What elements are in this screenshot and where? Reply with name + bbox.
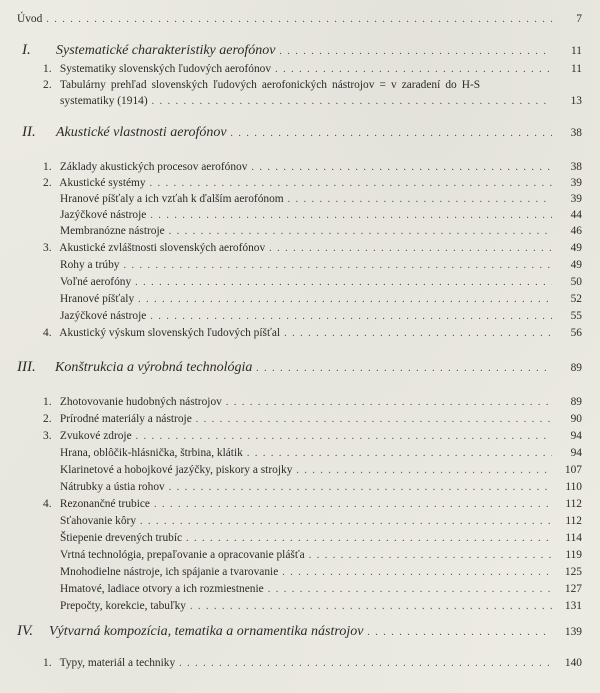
entry-title: Zhotovovanie hudobných nástrojov (59, 396, 222, 408)
page-number: 127 (564, 583, 582, 595)
entry-number: 1. (43, 161, 52, 173)
leader-dots (136, 429, 552, 444)
entry-title: Sťahovanie kôry (60, 515, 137, 527)
entry-number: 4. (43, 498, 52, 510)
page-number: 56 (570, 327, 582, 339)
entry-title: Zvukové zdroje (59, 430, 132, 442)
toc-entry[interactable] (43, 395, 582, 410)
leader-dots (282, 565, 552, 580)
toc-subentry[interactable] (60, 548, 582, 563)
chapter-title: Konštrukcia a výrobná technológia (55, 360, 253, 375)
leader-dots (268, 582, 552, 597)
leader-dots (288, 192, 552, 207)
leader-dots (150, 176, 552, 191)
entry-title: Rohy a trúby (60, 259, 120, 271)
entry-title: Jazýčkové nástroje (60, 310, 147, 322)
entry-title: Prírodné materiály a nástroje (59, 413, 192, 425)
entry-title: Úvod (17, 13, 43, 25)
page-number: 7 (576, 13, 582, 25)
toc-subentry[interactable] (60, 463, 582, 478)
entry-title: Vrtná technológia, prepaľovanie a opracovanie plášťa (60, 549, 305, 561)
page-number: 94 (570, 447, 582, 459)
entry-title: Voľné aerofóny (60, 276, 132, 288)
page-number: 39 (570, 177, 582, 189)
leader-dots (196, 412, 552, 427)
toc-entry-continuation[interactable] (60, 94, 582, 109)
entry-number: 3. (43, 430, 52, 442)
leader-dots (150, 309, 552, 324)
entry-title: Základy akustických procesov aerofónov (59, 161, 248, 173)
toc-subentry[interactable] (60, 192, 582, 207)
page-number: 38 (570, 161, 582, 173)
page-number: 89 (570, 396, 582, 408)
toc-entry[interactable] (43, 412, 582, 427)
page-number: 39 (570, 193, 582, 205)
page-number: 44 (570, 209, 582, 221)
chapter-numeral: III. (17, 359, 36, 375)
toc-chapter-4[interactable] (17, 624, 582, 640)
toc-subentry[interactable] (60, 582, 582, 597)
toc-subentry[interactable] (60, 309, 582, 324)
entry-number: 3. (43, 242, 52, 254)
leader-dots (179, 656, 552, 671)
page-number: 140 (564, 657, 582, 669)
page-number: 52 (570, 293, 582, 305)
entry-title: Klarinetové a hobojkové jazýčky, piskory a strojky (60, 464, 293, 476)
entry-number: 1. (43, 396, 52, 408)
page-number: 114 (565, 532, 582, 544)
toc-entry[interactable] (43, 326, 582, 341)
toc-subentry[interactable] (60, 446, 582, 461)
toc-entry[interactable] (43, 176, 582, 191)
chapter-numeral: II. (22, 124, 36, 140)
toc-entry[interactable] (43, 656, 582, 671)
entry-number: 2. (43, 177, 52, 189)
toc-subentry[interactable] (60, 599, 582, 614)
page-number: 125 (564, 566, 582, 578)
entry-title: Štiepenie drevených trubíc (60, 532, 183, 544)
page-number: 107 (564, 464, 582, 476)
toc-entry[interactable] (43, 62, 582, 77)
toc-chapter-1[interactable] (22, 43, 582, 59)
entry-title: Hmatové, ladiace otvory a ich rozmiestnenie (60, 583, 264, 595)
leader-dots (231, 126, 552, 141)
entry-number: 1. (43, 63, 52, 75)
entry-title: Hranové píšťaly (60, 293, 135, 305)
page-number: 55 (570, 310, 582, 322)
page-number: 90 (570, 413, 582, 425)
toc-subentry[interactable] (60, 275, 582, 290)
leader-dots (296, 463, 552, 478)
leader-dots (135, 275, 552, 290)
entry-title-line1: Tabulárny prehľad slovenských ľudových aerofonických nástrojov = v zaradení do H-S (59, 79, 481, 91)
leader-dots (150, 208, 552, 223)
entry-title: Akustické systémy (59, 177, 146, 189)
page-number: 38 (570, 127, 582, 139)
page-number: 49 (570, 259, 582, 271)
toc-subentry[interactable] (60, 565, 582, 580)
leader-dots (140, 514, 552, 529)
toc-subentry[interactable] (60, 514, 582, 529)
entry-title: Membranózne nástroje (60, 225, 165, 237)
leader-dots (186, 531, 552, 546)
entry-title: Prepočty, korekcie, tabuľky (60, 600, 186, 612)
entry-title: Hrana, oblôčik-hlásnička, štrbina, klátik (60, 447, 243, 459)
toc-entry[interactable] (43, 429, 582, 444)
page-number: 119 (565, 549, 582, 561)
chapter-title: Systematické charakteristiky aerofónov (56, 43, 276, 58)
leader-dots (367, 625, 552, 640)
chapter-title: Výtvarná kompozícia, tematika a ornamentika nástrojov (49, 624, 364, 639)
leader-dots (138, 292, 552, 307)
page-number: 110 (565, 481, 582, 493)
page-number: 50 (570, 276, 582, 288)
toc-entry[interactable] (43, 497, 582, 512)
page-number: 131 (564, 600, 582, 612)
entry-title: Systematiky slovenských ľudových aerofónov (59, 63, 272, 75)
page-number: 89 (570, 362, 582, 374)
toc-subentry[interactable] (60, 208, 582, 223)
leader-dots (123, 258, 552, 273)
leader-dots (152, 94, 552, 109)
toc-subentry[interactable] (60, 480, 582, 495)
entry-title: Akustické zvláštnosti slovenských aerofónov (59, 242, 266, 254)
leader-dots (169, 224, 552, 239)
toc-entry-intro[interactable] (17, 12, 582, 27)
leader-dots (154, 497, 552, 512)
page-number: 11 (571, 63, 582, 75)
entry-title: Mnohodielne nástroje, ich spájanie a tvarovanie (60, 566, 279, 578)
leader-dots (226, 395, 552, 410)
entry-number: 1. (43, 657, 52, 669)
leader-dots (284, 326, 552, 341)
entry-title: Nátrubky a ústia rohov (60, 481, 165, 493)
leader-dots (190, 599, 552, 614)
toc-entry[interactable] (43, 160, 582, 175)
entry-title: Typy, materiál a techniky (59, 657, 176, 669)
leader-dots (256, 361, 552, 376)
page-number: 13 (570, 95, 582, 107)
page-number: 11 (571, 45, 582, 57)
toc-chapter-2[interactable] (22, 125, 582, 141)
chapter-numeral: I. (22, 42, 31, 58)
leader-dots (46, 12, 552, 27)
page-number: 49 (570, 242, 582, 254)
toc-subentry[interactable] (60, 531, 582, 546)
leader-dots (309, 548, 552, 563)
page-number: 94 (570, 430, 582, 442)
page-number: 112 (565, 515, 582, 527)
chapter-title: Akustické vlastnosti aerofónov (56, 125, 227, 140)
leader-dots (280, 44, 552, 59)
entry-title: Hranové píšťaly a ich vzťah k ďalším aerofónom (60, 193, 284, 205)
entry-number: 2. (43, 413, 52, 425)
chapter-numeral: IV. (17, 623, 33, 639)
leader-dots (251, 160, 552, 175)
entry-number: 4. (43, 327, 52, 339)
toc-entry[interactable] (43, 241, 582, 256)
entry-title: Akustický výskum slovenských ľudových píšťal (59, 327, 281, 339)
entry-title: Rezonančné trubice (59, 498, 150, 510)
leader-dots (247, 446, 552, 461)
page-number: 112 (565, 498, 582, 510)
entry-number: 2. (43, 79, 52, 91)
toc-subentry[interactable] (60, 224, 582, 239)
page-number: 46 (570, 225, 582, 237)
page-number: 139 (564, 626, 582, 638)
entry-title: Jazýčkové nástroje (60, 209, 147, 221)
toc-subentry[interactable] (60, 258, 582, 273)
entry-title-line2: systematiky (1914) (60, 95, 148, 107)
toc-subentry[interactable] (60, 292, 582, 307)
leader-dots (269, 241, 552, 256)
leader-dots (275, 62, 552, 77)
toc-chapter-3[interactable] (17, 360, 582, 376)
toc-entry[interactable] (43, 78, 533, 93)
leader-dots (169, 480, 552, 495)
